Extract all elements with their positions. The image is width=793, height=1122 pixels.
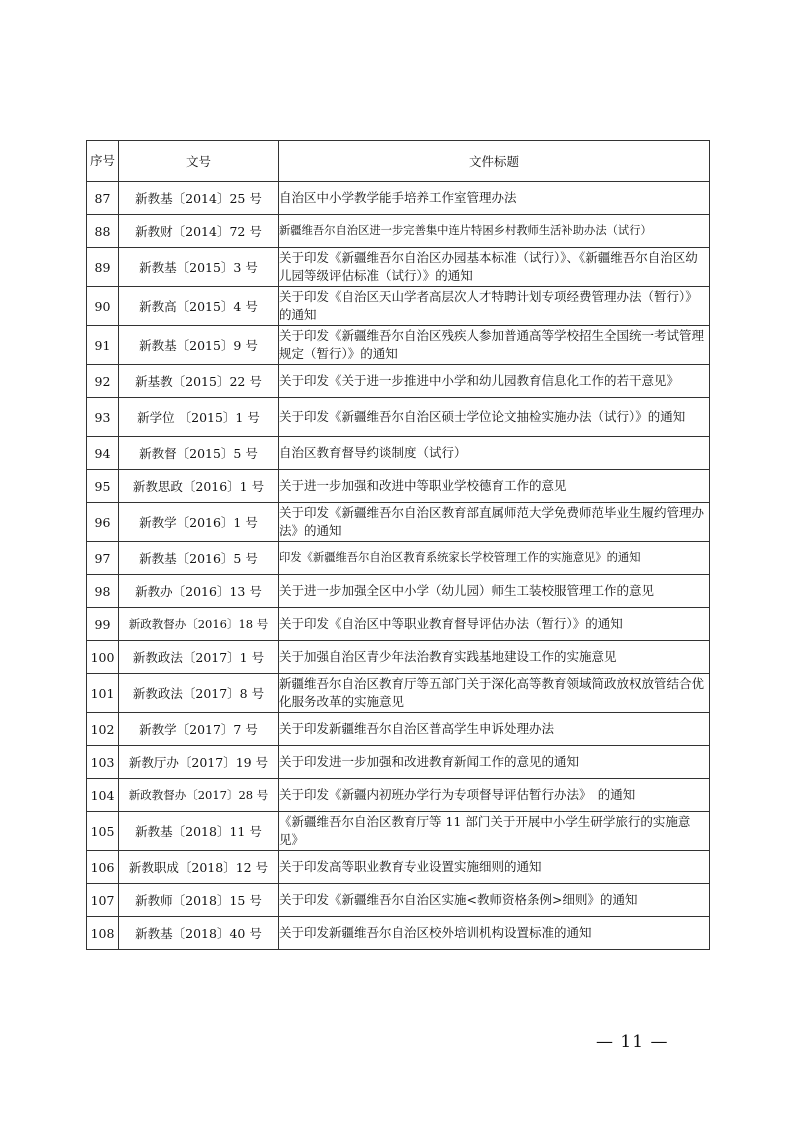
- table-row: [87, 713, 710, 746]
- table-row: [87, 365, 710, 398]
- table-row: [87, 326, 710, 365]
- row-document-title: 关于印发《自治区天山学者高层次人才特聘计划专项经费管理办法（暂行）》的通知: [279, 287, 710, 326]
- row-document-code: 新政教督办〔2016〕18 号: [119, 608, 279, 641]
- table-row: [87, 641, 710, 674]
- row-document-title: 关于印发《新疆维吾尔自治区残疾人参加普通高等学校招生全国统一考试管理规定（暂行）》的通知: [279, 326, 710, 365]
- row-document-code: 新教思政〔2016〕1 号: [119, 470, 279, 503]
- row-number: 91: [87, 326, 119, 365]
- header-document-title: 文件标题: [279, 141, 710, 182]
- row-document-code: 新教督〔2015〕5 号: [119, 437, 279, 470]
- row-document-title: 新疆维吾尔自治区进一步完善集中连片特困乡村教师生活补助办法（试行）: [279, 215, 710, 248]
- row-document-title: 《新疆维吾尔自治区教育厅等 11 部门关于开展中小学生研学旅行的实施意见》: [279, 812, 710, 851]
- row-document-code: 新政教督办〔2017〕28 号: [119, 779, 279, 812]
- row-number: 103: [87, 746, 119, 779]
- table-row: [87, 884, 710, 917]
- row-document-code: 新教师〔2018〕15 号: [119, 884, 279, 917]
- row-document-title: 关于印发《新疆维吾尔自治区硕士学位论文抽检实施办法（试行）》的通知: [279, 398, 710, 437]
- table-row: [87, 674, 710, 713]
- row-document-code: 新教财〔2014〕72 号: [119, 215, 279, 248]
- row-number: 94: [87, 437, 119, 470]
- row-number: 102: [87, 713, 119, 746]
- table-row: [87, 503, 710, 542]
- row-document-code: 新教基〔2015〕9 号: [119, 326, 279, 365]
- table-header-row: [87, 141, 710, 182]
- table-row: [87, 575, 710, 608]
- row-document-title: 关于印发新疆维吾尔自治区校外培训机构设置标准的通知: [279, 917, 710, 950]
- page-number: — 11 —: [596, 1032, 669, 1052]
- table-row: [87, 215, 710, 248]
- row-number: 106: [87, 851, 119, 884]
- document-table: [86, 140, 710, 950]
- row-document-title: 关于印发《新疆维吾尔自治区办园基本标准（试行）》、《新疆维吾尔自治区幼儿园等级评估标准（试行）》的通知: [279, 248, 710, 287]
- row-number: 96: [87, 503, 119, 542]
- row-document-title: 关于印发《新疆内初班办学行为专项督导评估暂行办法》 的通知: [279, 779, 710, 812]
- table-row: [87, 812, 710, 851]
- row-number: 105: [87, 812, 119, 851]
- table-row: [87, 917, 710, 950]
- table-row: [87, 746, 710, 779]
- row-document-code: 新教办〔2016〕13 号: [119, 575, 279, 608]
- row-document-title: 关于印发《关于进一步推进中小学和幼儿园教育信息化工作的若干意见》: [279, 365, 710, 398]
- row-document-title: 关于印发新疆维吾尔自治区普高学生申诉处理办法: [279, 713, 710, 746]
- header-document-code: 文号: [119, 141, 279, 182]
- table-row: [87, 470, 710, 503]
- row-document-code: 新教学〔2017〕7 号: [119, 713, 279, 746]
- row-number: 104: [87, 779, 119, 812]
- row-document-title: 关于进一步加强和改进中等职业学校德育工作的意见: [279, 470, 710, 503]
- row-number: 101: [87, 674, 119, 713]
- table-row: [87, 542, 710, 575]
- row-document-code: 新教高〔2015〕4 号: [119, 287, 279, 326]
- row-document-title: 自治区教育督导约谈制度（试行）: [279, 437, 710, 470]
- row-document-title: 关于印发《新疆维吾尔自治区教育部直属师范大学免费师范毕业生履约管理办法》的通知: [279, 503, 710, 542]
- row-document-code: 新教学〔2016〕1 号: [119, 503, 279, 542]
- row-document-title: 关于印发《新疆维吾尔自治区实施<教师资格条例>细则》的通知: [279, 884, 710, 917]
- row-number: 88: [87, 215, 119, 248]
- row-number: 95: [87, 470, 119, 503]
- row-document-code: 新教基〔2018〕40 号: [119, 917, 279, 950]
- row-document-code: 新基教〔2015〕22 号: [119, 365, 279, 398]
- row-document-title: 自治区中小学教学能手培养工作室管理办法: [279, 182, 710, 215]
- row-document-title: 关于印发高等职业教育专业设置实施细则的通知: [279, 851, 710, 884]
- row-number: 90: [87, 287, 119, 326]
- row-document-code: 新学位 〔2015〕1 号: [119, 398, 279, 437]
- table-row: [87, 851, 710, 884]
- table-row: [87, 779, 710, 812]
- row-number: 97: [87, 542, 119, 575]
- row-document-title: 关于加强自治区青少年法治教育实践基地建设工作的实施意见: [279, 641, 710, 674]
- row-document-code: 新教基〔2015〕3 号: [119, 248, 279, 287]
- row-number: 87: [87, 182, 119, 215]
- row-document-code: 新教基〔2014〕25 号: [119, 182, 279, 215]
- row-document-code: 新教政法〔2017〕1 号: [119, 641, 279, 674]
- row-number: 108: [87, 917, 119, 950]
- row-document-title: 关于印发进一步加强和改进教育新闻工作的意见的通知: [279, 746, 710, 779]
- row-document-title: 印发《新疆维吾尔自治区教育系统家长学校管理工作的实施意见》的通知: [279, 542, 710, 575]
- table-row: [87, 437, 710, 470]
- table-row: [87, 398, 710, 437]
- row-number: 89: [87, 248, 119, 287]
- row-document-title: 关于进一步加强全区中小学（幼儿园）师生工装校服管理工作的意见: [279, 575, 710, 608]
- row-document-title: 新疆维吾尔自治区教育厅等五部门关于深化高等教育领域简政放权放管结合优化服务改革的实施意见: [279, 674, 710, 713]
- row-number: 107: [87, 884, 119, 917]
- row-document-title: 关于印发《自治区中等职业教育督导评估办法（暂行）》的通知: [279, 608, 710, 641]
- table-row: [87, 248, 710, 287]
- row-document-code: 新教职成〔2018〕12 号: [119, 851, 279, 884]
- row-number: 100: [87, 641, 119, 674]
- row-document-code: 新教基〔2016〕5 号: [119, 542, 279, 575]
- table-row: [87, 182, 710, 215]
- table-row: [87, 287, 710, 326]
- row-document-code: 新教厅办〔2017〕19 号: [119, 746, 279, 779]
- row-number: 98: [87, 575, 119, 608]
- row-number: 92: [87, 365, 119, 398]
- row-document-code: 新教政法〔2017〕8 号: [119, 674, 279, 713]
- header-number: 序号: [87, 141, 119, 182]
- row-document-code: 新教基〔2018〕11 号: [119, 812, 279, 851]
- table-row: [87, 608, 710, 641]
- row-number: 93: [87, 398, 119, 437]
- row-number: 99: [87, 608, 119, 641]
